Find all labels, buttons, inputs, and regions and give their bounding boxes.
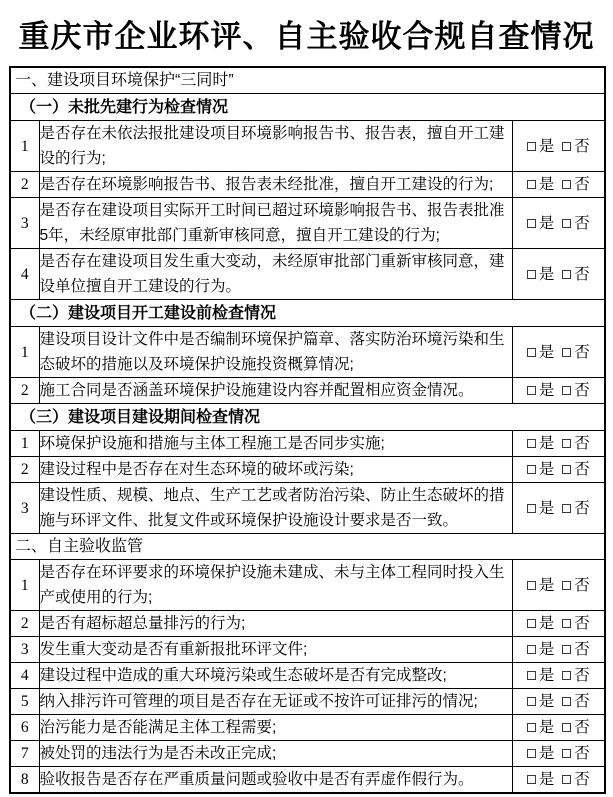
- question-row: [10, 378, 605, 404]
- yes-label: 是: [538, 176, 555, 193]
- yes-label: 是: [538, 641, 555, 658]
- row-number: 1: [10, 121, 39, 172]
- question-row: [10, 198, 605, 249]
- question-text: 治污能力是否能满足主体工程需要;: [39, 715, 512, 741]
- answer-cell: [512, 689, 605, 715]
- no-option[interactable]: [562, 663, 590, 688]
- no-label: 否: [574, 615, 590, 632]
- subsection-heading: （一）未批先建行为检查情况: [10, 94, 605, 121]
- yes-option[interactable]: [527, 340, 555, 365]
- question-row: [10, 637, 605, 663]
- row-number: 1: [10, 431, 39, 457]
- question-text: 是否存在环境影响报告书、报告表未经批准，擅自开工建设的行为;: [39, 172, 512, 198]
- question-text: 建设过程中是否存在对生态环境的破坏或污染;: [39, 457, 512, 483]
- answer-cell: [512, 483, 605, 534]
- no-checkbox-icon[interactable]: [562, 723, 571, 732]
- row-number: 2: [10, 378, 39, 404]
- no-label: 否: [574, 343, 590, 361]
- section-heading: 二、自主验收监管: [10, 534, 605, 560]
- no-option[interactable]: [562, 741, 590, 766]
- yes-label: 是: [538, 435, 555, 452]
- yes-checkbox-icon[interactable]: [527, 219, 536, 228]
- yes-label: 是: [538, 719, 555, 736]
- yes-label: 是: [538, 576, 555, 594]
- yes-checkbox-icon[interactable]: [527, 697, 536, 706]
- no-option[interactable]: [562, 340, 590, 365]
- answer-cell: [512, 663, 605, 689]
- no-checkbox-icon[interactable]: [562, 775, 571, 784]
- question-row: [10, 560, 605, 611]
- no-checkbox-icon[interactable]: [562, 386, 571, 395]
- row-number: 1: [10, 560, 39, 611]
- question-text: 施工合同是否涵盖环境保护设施建设内容并配置相应资金情况。: [39, 378, 512, 404]
- yes-label: 是: [538, 499, 555, 517]
- yes-option[interactable]: [527, 611, 555, 636]
- yes-label: 是: [538, 745, 555, 762]
- yes-checkbox-icon[interactable]: [527, 465, 536, 474]
- answer-cell: [512, 767, 605, 794]
- no-option[interactable]: [562, 689, 590, 714]
- yes-checkbox-icon[interactable]: [527, 386, 536, 395]
- answer-cell: [512, 637, 605, 663]
- no-label: 否: [574, 771, 590, 788]
- question-text: 是否存在建设项目发生重大变动，未经原审批部门重新审核同意，建设单位擅自开工建设的行为。: [39, 249, 512, 300]
- yes-option[interactable]: [527, 741, 555, 766]
- no-label: 否: [574, 719, 590, 736]
- question-text: 是否存在环评要求的环境保护设施未建成、未与主体工程同时投入生产或使用的行为;: [39, 560, 512, 611]
- subsection-heading: （二）建设项目开工建设前检查情况: [10, 300, 605, 327]
- row-number: 7: [10, 741, 39, 767]
- no-label: 否: [574, 745, 590, 762]
- no-checkbox-icon[interactable]: [562, 581, 571, 590]
- no-label: 否: [574, 214, 590, 232]
- question-row: [10, 121, 605, 172]
- no-option[interactable]: [562, 431, 590, 456]
- no-checkbox-icon[interactable]: [562, 645, 571, 654]
- question-text: 是否存在建设项目实际开工时间已超过环境影响报告书、报告表批准5年，未经原审批部门重新审核同意，擅自开工建设的行为;: [39, 198, 512, 249]
- row-number: 3: [10, 637, 39, 663]
- answer-cell: [512, 378, 605, 404]
- yes-checkbox-icon[interactable]: [527, 775, 536, 784]
- no-option[interactable]: [562, 457, 590, 482]
- answer-cell: [512, 457, 605, 483]
- answer-cell: [512, 560, 605, 611]
- no-checkbox-icon[interactable]: [562, 504, 571, 513]
- section-header-row: [10, 67, 605, 94]
- yes-option[interactable]: [527, 637, 555, 662]
- yes-checkbox-icon[interactable]: [527, 723, 536, 732]
- question-row: [10, 483, 605, 534]
- question-row: [10, 689, 605, 715]
- no-checkbox-icon[interactable]: [562, 749, 571, 758]
- yes-checkbox-icon[interactable]: [527, 581, 536, 590]
- question-text: 发生重大变动是否有重新报批环评文件;: [39, 637, 512, 663]
- no-option[interactable]: [562, 378, 590, 403]
- no-label: 否: [574, 176, 590, 193]
- question-row: [10, 611, 605, 637]
- yes-option[interactable]: [527, 573, 555, 598]
- no-checkbox-icon[interactable]: [562, 270, 571, 279]
- no-option[interactable]: [562, 715, 590, 740]
- no-label: 否: [574, 641, 590, 658]
- no-label: 否: [574, 499, 590, 517]
- no-checkbox-icon[interactable]: [562, 348, 571, 357]
- answer-cell: [512, 249, 605, 300]
- yes-option[interactable]: [527, 767, 555, 792]
- yes-label: 是: [538, 667, 555, 684]
- yes-label: 是: [538, 137, 555, 155]
- no-checkbox-icon[interactable]: [562, 219, 571, 228]
- no-label: 否: [574, 137, 590, 155]
- yes-label: 是: [538, 461, 555, 478]
- yes-label: 是: [538, 343, 555, 361]
- no-option[interactable]: [562, 637, 590, 662]
- question-text: 是否存在未依法报批建设项目环境影响报告书、报告表，擅自开工建设的行为;: [39, 121, 512, 172]
- question-text: 环境保护设施和措施与主体工程施工是否同步实施;: [39, 431, 512, 457]
- row-number: 5: [10, 689, 39, 715]
- no-checkbox-icon[interactable]: [562, 439, 571, 448]
- no-label: 否: [574, 576, 590, 594]
- question-text: 是否有超标超总量排污的行为;: [39, 611, 512, 637]
- subsection-header-row: [10, 404, 605, 431]
- no-option[interactable]: [562, 496, 590, 521]
- yes-checkbox-icon[interactable]: [527, 180, 536, 189]
- answer-cell: [512, 198, 605, 249]
- row-number: 4: [10, 663, 39, 689]
- yes-option[interactable]: [527, 134, 555, 159]
- question-text: 被处罚的违法行为是否未改正完成;: [39, 741, 512, 767]
- yes-option[interactable]: [527, 689, 555, 714]
- no-checkbox-icon[interactable]: [562, 465, 571, 474]
- no-option[interactable]: [562, 262, 590, 287]
- question-row: [10, 172, 605, 198]
- question-row: [10, 431, 605, 457]
- yes-checkbox-icon[interactable]: [527, 142, 536, 151]
- question-row: [10, 715, 605, 741]
- yes-option[interactable]: [527, 211, 555, 236]
- no-option[interactable]: [562, 767, 590, 792]
- no-label: 否: [574, 265, 590, 283]
- section-heading: 一、建设项目环境保护“三同时”: [10, 67, 605, 94]
- no-checkbox-icon[interactable]: [562, 697, 571, 706]
- yes-label: 是: [538, 265, 555, 283]
- yes-option[interactable]: [527, 262, 555, 287]
- question-text: 建设过程中造成的重大环境污染或生态破坏是否有完成整改;: [39, 663, 512, 689]
- yes-checkbox-icon[interactable]: [527, 504, 536, 513]
- subsection-header-row: [10, 300, 605, 327]
- yes-label: 是: [538, 771, 555, 788]
- yes-option[interactable]: [527, 457, 555, 482]
- yes-label: 是: [538, 214, 555, 232]
- yes-option[interactable]: [527, 172, 555, 197]
- yes-checkbox-icon[interactable]: [527, 671, 536, 680]
- no-option[interactable]: [562, 573, 590, 598]
- yes-option[interactable]: [527, 378, 555, 403]
- question-row: [10, 327, 605, 378]
- subsection-header-row: [10, 94, 605, 121]
- question-row: [10, 249, 605, 300]
- yes-option[interactable]: [527, 715, 555, 740]
- no-option[interactable]: [562, 134, 590, 159]
- no-label: 否: [574, 382, 590, 399]
- row-number: 6: [10, 715, 39, 741]
- row-number: 4: [10, 249, 39, 300]
- question-text: 建设性质、规模、地点、生产工艺或者防治污染、防止生态破坏的措施与环评文件、批复文件或环境保护设施设计要求是否一致。: [39, 483, 512, 534]
- yes-checkbox-icon[interactable]: [527, 439, 536, 448]
- yes-option[interactable]: [527, 431, 555, 456]
- answer-cell: [512, 172, 605, 198]
- no-label: 否: [574, 461, 590, 478]
- question-row: [10, 767, 605, 794]
- answer-cell: [512, 431, 605, 457]
- section-header-row: [10, 534, 605, 560]
- subsection-heading: （三）建设项目建设期间检查情况: [10, 404, 605, 431]
- question-text: 建设项目设计文件中是否编制环境保护篇章、落实防治环境污染和生态破坏的措施以及环境保护设施投资概算情况;: [39, 327, 512, 378]
- yes-checkbox-icon[interactable]: [527, 619, 536, 628]
- no-checkbox-icon[interactable]: [562, 180, 571, 189]
- yes-label: 是: [538, 693, 555, 710]
- yes-option[interactable]: [527, 496, 555, 521]
- row-number: 2: [10, 611, 39, 637]
- yes-label: 是: [538, 615, 555, 632]
- no-checkbox-icon[interactable]: [562, 619, 571, 628]
- document-title: 重庆市企业环评、自主验收合规自查情况: [18, 19, 595, 54]
- yes-checkbox-icon[interactable]: [527, 645, 536, 654]
- question-text: 纳入排污许可管理的项目是否存在无证或不按许可证排污的情况;: [39, 689, 512, 715]
- no-label: 否: [574, 693, 590, 710]
- yes-checkbox-icon[interactable]: [527, 270, 536, 279]
- yes-checkbox-icon[interactable]: [527, 749, 536, 758]
- answer-cell: [512, 611, 605, 637]
- no-option[interactable]: [562, 211, 590, 236]
- answer-cell: [512, 741, 605, 767]
- no-checkbox-icon[interactable]: [562, 142, 571, 151]
- answer-cell: [512, 715, 605, 741]
- row-number: 1: [10, 327, 39, 378]
- no-option[interactable]: [562, 611, 590, 636]
- question-text: 验收报告是否存在严重质量问题或验收中是否有弄虚作假行为。: [39, 767, 512, 794]
- yes-label: 是: [538, 382, 555, 399]
- question-row: [10, 663, 605, 689]
- self-check-table: [9, 66, 606, 794]
- no-label: 否: [574, 435, 590, 452]
- row-number: 2: [10, 172, 39, 198]
- no-label: 否: [574, 667, 590, 684]
- answer-cell: [512, 121, 605, 172]
- yes-checkbox-icon[interactable]: [527, 348, 536, 357]
- no-checkbox-icon[interactable]: [562, 671, 571, 680]
- answer-cell: [512, 327, 605, 378]
- row-number: 8: [10, 767, 39, 794]
- row-number: 3: [10, 198, 39, 249]
- question-row: [10, 741, 605, 767]
- row-number: 3: [10, 483, 39, 534]
- row-number: 2: [10, 457, 39, 483]
- question-row: [10, 457, 605, 483]
- yes-option[interactable]: [527, 663, 555, 688]
- no-option[interactable]: [562, 172, 590, 197]
